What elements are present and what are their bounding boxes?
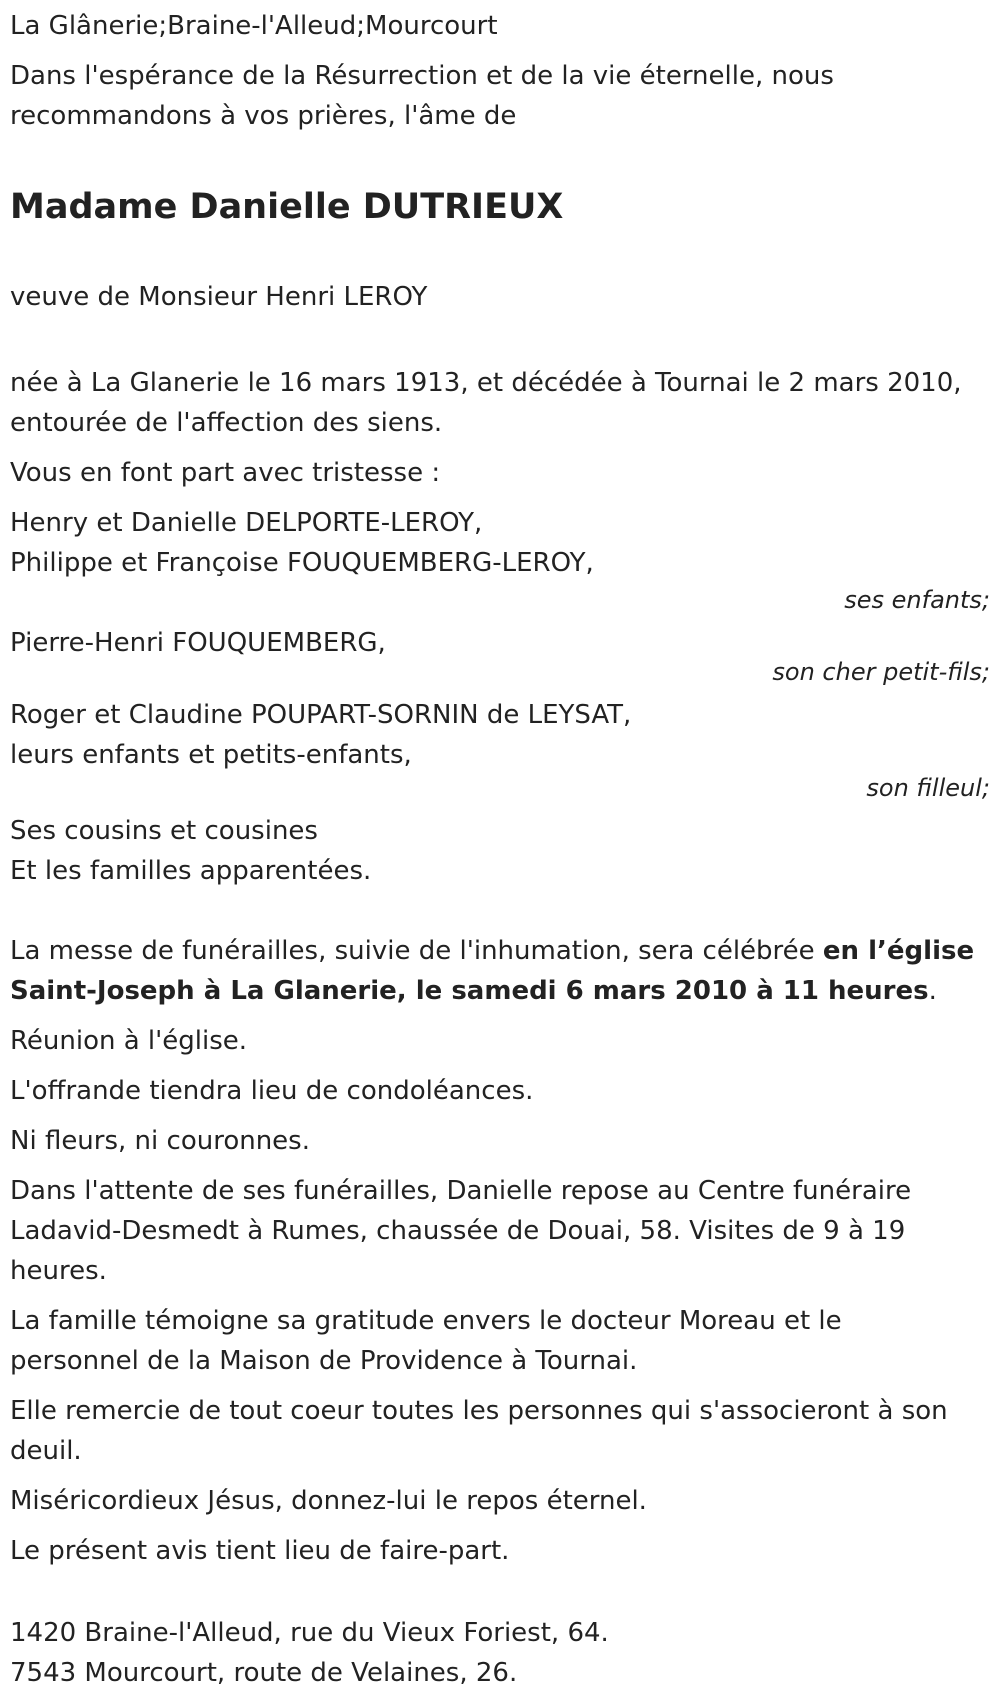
family-role: son cher petit-fils;	[772, 658, 990, 686]
funeral-mass-text	[10, 931, 990, 1011]
thanks-line-2: deuil.	[10, 1436, 82, 1466]
family-member-line: Henry et Danielle DELPORTE-LEROY,	[10, 508, 483, 538]
addresses	[10, 1613, 990, 1693]
family-group-children	[10, 503, 990, 613]
family-role: son filleul;	[866, 774, 990, 802]
funeral-mass-place-part-1: en l’église	[822, 936, 975, 966]
other-relatives-line-1: Ses cousins et cousines	[10, 816, 318, 846]
flowers-text: Ni fleurs, ni couronnes.	[10, 1126, 310, 1156]
family-member-line: leurs enfants et petits-enfants,	[10, 740, 412, 770]
rest-text	[10, 1171, 990, 1291]
thanks-line-1: Elle remercie de tout coeur toutes les personnes qui s'associeront à son	[10, 1396, 948, 1426]
rest-line-3: heures.	[10, 1256, 107, 1286]
gratitude-line-1: La famille témoigne sa gratitude envers le docteur Moreau et le	[10, 1306, 842, 1336]
intro-text	[10, 56, 990, 136]
family-group-grandson	[10, 623, 990, 685]
funeral-mass-suffix: .	[928, 976, 937, 1006]
intro-line-1: Dans l'espérance de la Résurrection et de la vie éternelle, nous	[10, 61, 834, 91]
gratitude-text	[10, 1301, 990, 1381]
funeral-mass-prefix: La messe de funérailles, suivie de l'inhumation, sera célébrée	[10, 936, 823, 966]
address-line: 7543 Mourcourt, route de Velaines, 26.	[10, 1658, 518, 1688]
address-line: 1420 Braine-l'Alleud, rue du Vieux Foriest, 64.	[10, 1618, 609, 1648]
family-member-line: Philippe et Françoise FOUQUEMBERG-LEROY,	[10, 548, 594, 578]
other-relatives	[10, 811, 990, 891]
birth-death-line-1: née à La Glanerie le 16 mars 1913, et décédée à Tournai le 2 mars 2010,	[10, 368, 962, 398]
locations-header: La Glânerie;Braine-l'Alleud;Mourcourt	[10, 11, 498, 41]
family-announcement: Vous en font part avec tristesse :	[10, 458, 441, 488]
other-relatives-line-2: Et les familles apparentées.	[10, 856, 372, 886]
meeting-text: Réunion à l'église.	[10, 1026, 248, 1056]
family-member-line: Pierre-Henri FOUQUEMBERG,	[10, 628, 386, 658]
prayer-text: Miséricordieux Jésus, donnez-lui le repos éternel.	[10, 1486, 647, 1516]
thanks-text	[10, 1391, 990, 1471]
funeral-mass-place-part-2: Saint-Joseph à La Glanerie, le samedi 6 mars 2010 à 11 heures	[10, 976, 929, 1006]
family-member-line: Roger et Claudine POUPART-SORNIN de LEYSAT,	[10, 700, 632, 730]
deceased-name: Madame Danielle DUTRIEUX	[10, 187, 564, 227]
birth-death-line-2: entourée de l'affection des siens.	[10, 408, 443, 438]
family-role: ses enfants;	[844, 586, 990, 614]
family-group-godson	[10, 695, 990, 801]
spouse-line: veuve de Monsieur Henri LEROY	[10, 282, 428, 312]
intro-line-2: recommandons à vos prières, l'âme de	[10, 101, 517, 131]
birth-death-text	[10, 363, 990, 443]
gratitude-line-2: personnel de la Maison de Providence à Tournai.	[10, 1346, 638, 1376]
rest-line-2: Ladavid-Desmedt à Rumes, chaussée de Douai, 58. Visites de 9 à 19	[10, 1216, 906, 1246]
notice-text: Le présent avis tient lieu de faire-part.	[10, 1536, 510, 1566]
rest-line-1: Dans l'attente de ses funérailles, Danielle repose au Centre funéraire	[10, 1176, 912, 1206]
offering-text: L'offrande tiendra lieu de condoléances.	[10, 1076, 534, 1106]
